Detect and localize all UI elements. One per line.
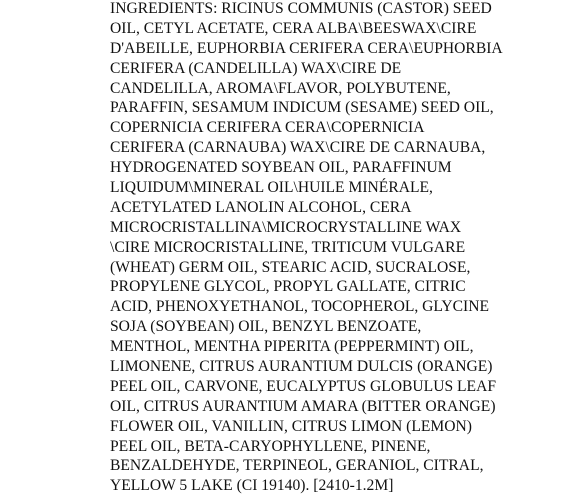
ingredients-line: PEEL OIL, CARVONE, EUCALYPTUS GLOBULUS LEAF [110, 377, 497, 395]
ingredients-line: LIMONENE, CITRUS AURANTIUM DULCIS (ORANGE) [110, 358, 493, 376]
ingredients-text-block [110, 0, 580, 496]
ingredients-line: CANDELILLA, AROMA\FLAVOR, POLYBUTENE, [110, 79, 451, 97]
ingredients-line: SOJA (SOYBEAN) OIL, BENZYL BENZOATE, [110, 318, 422, 336]
ingredients-line: HYDROGENATED SOYBEAN OIL, PARAFFINUM [110, 159, 452, 177]
ingredients-line: \CIRE MICROCRISTALLINE, TRITICUM VULGARE [110, 238, 466, 256]
ingredients-line: ACID, PHENOXYETHANOL, TOCOPHEROL, GLYCINE [110, 298, 490, 316]
ingredients-line: LIQUIDUM\MINERAL OIL\HUILE MINÉRALE, [110, 179, 433, 197]
ingredients-line: OIL, CITRUS AURANTIUM AMARA (BITTER ORANGE) [110, 397, 496, 415]
ingredients-line: ACETYLATED LANOLIN ALCOHOL, CERA [110, 198, 412, 216]
ingredients-line: MICROCRISTALLINA\MICROCRYSTALLINE WAX [110, 218, 462, 236]
ingredients-line: MENTHOL, MENTHA PIPERITA (PEPPERMINT) OIL, [110, 338, 474, 356]
ingredients-line: INGREDIENTS: RICINUS COMMUNIS (CASTOR) SEED [110, 0, 492, 17]
ingredients-line: D'ABEILLE, EUPHORBIA CERIFERA CERA\EUPHORBIA [110, 39, 503, 57]
ingredients-line: CERIFERA (CANDELILLA) WAX\CIRE DE [110, 59, 402, 77]
ingredients-line: OIL, CETYL ACETATE, CERA ALBA\BEESWAX\CIRE [110, 19, 477, 37]
ingredients-line: FLOWER OIL, VANILLIN, CITRUS LIMON (LEMON) [110, 417, 472, 435]
ingredients-line: COPERNICIA CERIFERA CERA\COPERNICIA [110, 119, 425, 137]
ingredients-line: PARAFFIN, SESAMUM INDICUM (SESAME) SEED OIL, [110, 99, 494, 117]
ingredients-line: YELLOW 5 LAKE (CI 19140). [2410-1.2M] [110, 477, 394, 495]
ingredients-line: PROPYLENE GLYCOL, PROPYL GALLATE, CITRIC [110, 278, 466, 296]
ingredients-line: PEEL OIL, BETA-CARYOPHYLLENE, PINENE, [110, 437, 431, 455]
ingredients-line: (WHEAT) GERM OIL, STEARIC ACID, SUCRALOSE, [110, 258, 471, 276]
ingredients-line: CERIFERA (CARNAUBA) WAX\CIRE DE CARNAUBA, [110, 139, 486, 157]
ingredients-line: BENZALDEHYDE, TERPINEOL, GERANIOL, CITRAL, [110, 457, 484, 475]
